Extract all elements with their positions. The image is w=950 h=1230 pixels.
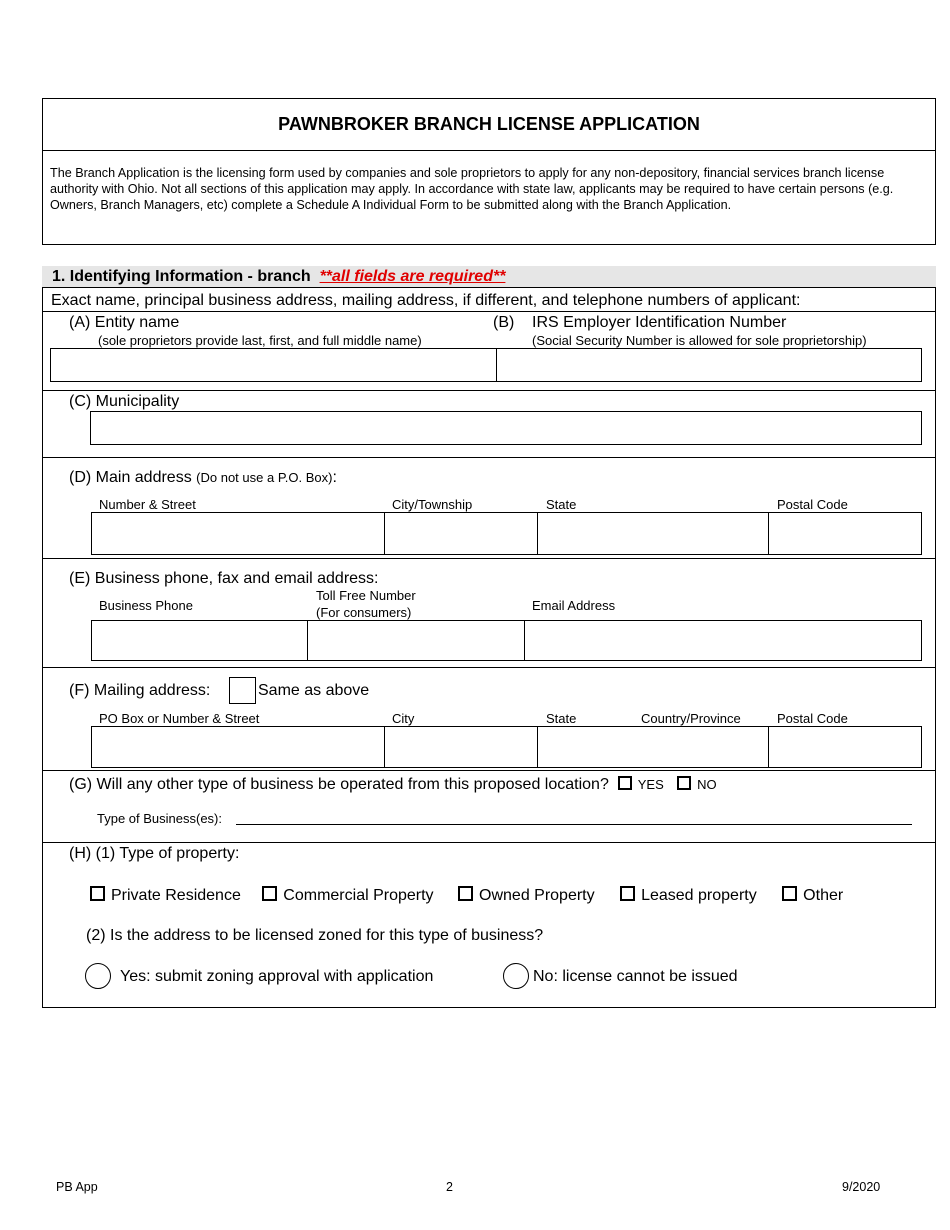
mail-street-input[interactable] xyxy=(91,726,385,768)
municipality-input[interactable] xyxy=(90,411,922,445)
field-a-label: (A) Entity name xyxy=(69,314,180,331)
field-c-label: (C) Municipality xyxy=(69,393,180,410)
divider xyxy=(42,842,936,843)
option-leased-property[interactable]: Leased property xyxy=(620,887,757,904)
page-title: PAWNBROKER BRANCH LICENSE APPLICATION xyxy=(278,114,700,134)
col-business-phone: Business Phone xyxy=(99,598,193,613)
checkbox-icon xyxy=(90,886,105,901)
divider xyxy=(42,770,936,771)
col-number-street: Number & Street xyxy=(99,497,196,512)
option-commercial-property[interactable]: Commercial Property xyxy=(262,887,433,904)
field-d-label: (D) Main address (Do not use a P.O. Box): xyxy=(69,469,337,486)
type-of-business-label: Type of Business(es): xyxy=(97,811,222,826)
section-1-header xyxy=(42,266,936,288)
option-private-residence[interactable]: Private Residence xyxy=(90,887,241,904)
type-of-business-line[interactable] xyxy=(236,824,912,825)
col-toll-free-note: (For consumers) xyxy=(316,605,412,620)
zoning-yes-radio[interactable] xyxy=(85,963,111,989)
footer-left: PB App xyxy=(56,1180,98,1194)
ein-input[interactable] xyxy=(496,348,922,382)
main-postal-input[interactable] xyxy=(768,512,922,555)
title-divider xyxy=(42,150,936,151)
same-as-above-checkbox[interactable] xyxy=(229,677,256,704)
field-b-sublabel: (Social Security Number is allowed for sole proprietorship) xyxy=(532,333,867,348)
required-note: **all fields are required** xyxy=(319,268,506,285)
checkbox-icon xyxy=(620,886,635,901)
section-1-instruction: Exact name, principal business address, mailing address, if different, and telephone numbers of applicant: xyxy=(51,292,801,309)
g-yes-label: YES xyxy=(637,777,664,792)
mail-state-country-input[interactable] xyxy=(537,726,769,768)
col-postal-code: Postal Code xyxy=(777,711,848,726)
col-po-street: PO Box or Number & Street xyxy=(99,711,260,726)
mail-postal-input[interactable] xyxy=(768,726,922,768)
col-city: City xyxy=(392,711,415,726)
field-g-question: (G) Will any other type of business be operated from this proposed location? YES NO xyxy=(69,776,717,793)
main-state-input[interactable] xyxy=(537,512,769,555)
col-toll-free: Toll Free Number xyxy=(316,588,416,603)
col-country: Country/Province xyxy=(641,711,741,726)
divider xyxy=(42,390,936,391)
section-1-heading: 1. Identifying Information - branch **all fields are required** xyxy=(52,268,506,285)
option-owned-property[interactable]: Owned Property xyxy=(458,887,595,904)
divider xyxy=(42,667,936,668)
property-type-options xyxy=(90,886,843,905)
intro-text: The Branch Application is the licensing form used by companies and sole proprietors to apply for any non-depository, financial services branch license authority with Ohio. Not all sections of this application may apply. In accordance with state law, applicants may be required to have certain persons (e.g. Owners, Branch Managers, etc) complete a Schedule A Individual Form to be submitted along with the Branch Application. xyxy=(50,166,894,212)
field-b-letter: (B) xyxy=(493,314,515,331)
toll-free-input[interactable] xyxy=(307,620,525,661)
option-other[interactable]: Other xyxy=(782,887,843,904)
g-yes-checkbox[interactable] xyxy=(618,776,632,790)
col-city-township: City/Township xyxy=(392,497,473,512)
field-b-label: IRS Employer Identification Number xyxy=(532,314,787,331)
same-as-above-label: Same as above xyxy=(258,682,370,699)
zoning-no-label: No: license cannot be issued xyxy=(533,968,738,985)
g-no-label: NO xyxy=(697,777,717,792)
col-postal-code: Postal Code xyxy=(777,497,848,512)
page-number: 2 xyxy=(446,1180,453,1194)
divider xyxy=(42,558,936,559)
business-phone-input[interactable] xyxy=(91,620,308,661)
col-email: Email Address xyxy=(532,598,616,613)
checkbox-icon xyxy=(262,886,277,901)
main-street-input[interactable] xyxy=(91,512,385,555)
mail-city-input[interactable] xyxy=(384,726,538,768)
zoning-no-radio[interactable] xyxy=(503,963,529,989)
field-h-label: (H) (1) Type of property: xyxy=(69,845,240,862)
col-state: State xyxy=(546,497,577,512)
field-e-label: (E) Business phone, fax and email address: xyxy=(69,570,379,587)
col-state: State xyxy=(546,711,577,726)
email-input[interactable] xyxy=(524,620,922,661)
zoning-yes-label: Yes: submit zoning approval with application xyxy=(120,968,434,985)
field-f-label: (F) Mailing address: xyxy=(69,682,211,699)
zoning-question: (2) Is the address to be licensed zoned for this type of business? xyxy=(86,927,544,944)
footer-date: 9/2020 xyxy=(842,1180,881,1194)
divider xyxy=(42,457,936,458)
checkbox-icon xyxy=(458,886,473,901)
field-a-sublabel: (sole proprietors provide last, first, and full middle name) xyxy=(98,333,422,348)
entity-name-input[interactable] xyxy=(50,348,497,382)
divider xyxy=(42,311,936,312)
field-d-note: (Do not use a P.O. Box) xyxy=(196,470,333,485)
g-no-checkbox[interactable] xyxy=(677,776,691,790)
main-city-input[interactable] xyxy=(384,512,538,555)
checkbox-icon xyxy=(782,886,797,901)
